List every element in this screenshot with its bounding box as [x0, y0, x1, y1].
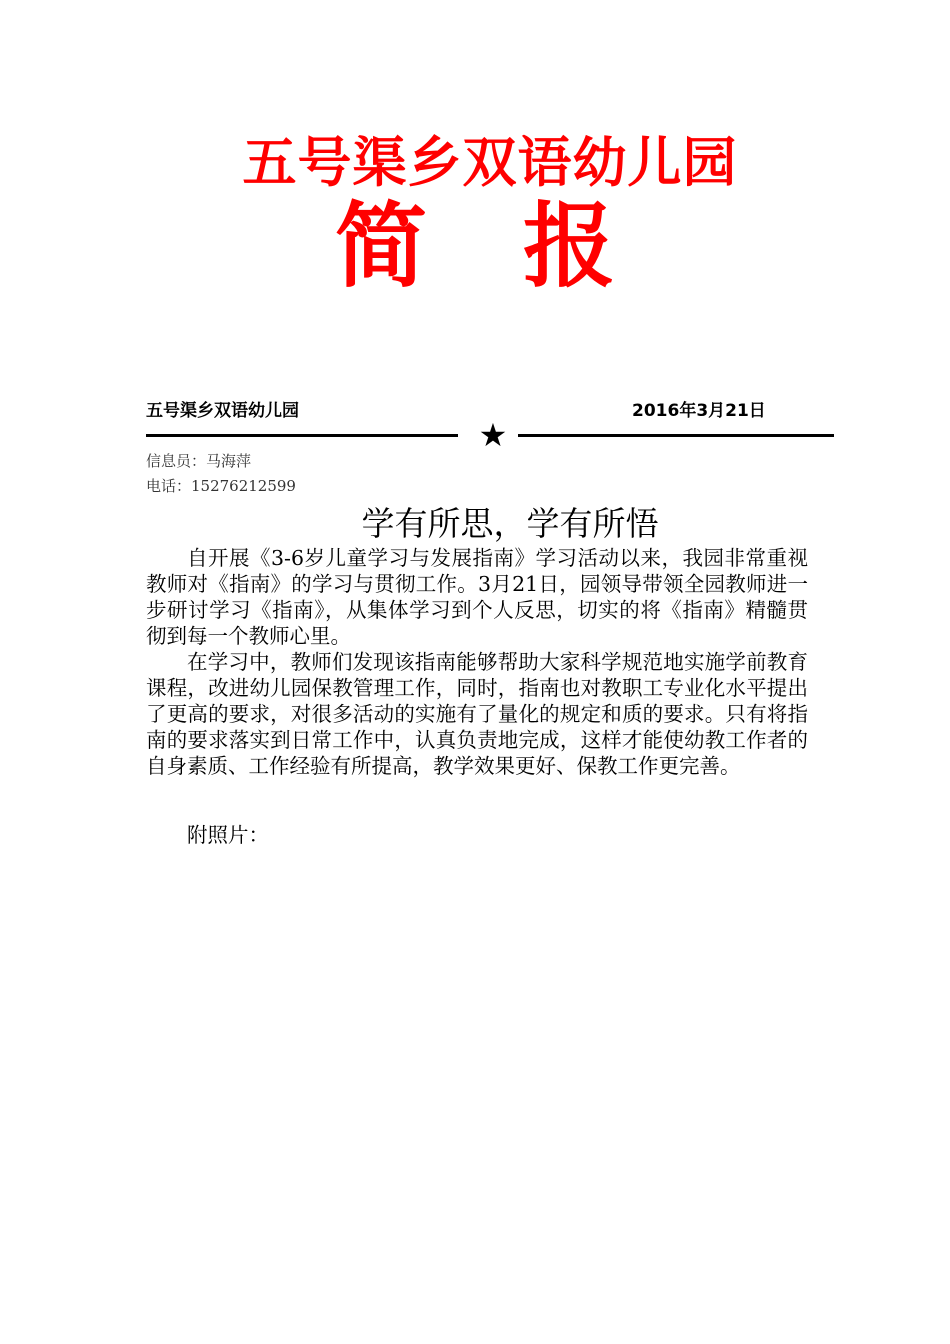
- reporter-info: 信息员：马海萍: [146, 452, 252, 470]
- divider-line-left: [146, 434, 458, 437]
- masthead-title-char-2: 报: [523, 193, 616, 300]
- masthead-title-char-1: 简: [334, 193, 427, 300]
- phone-info: 电话：15276212599: [146, 477, 296, 495]
- star-icon: ★: [478, 416, 508, 454]
- article-paragraph: 在学习中，教师们发现该指南能够帮助大家科学规范地实施学前教育课程，改进幼儿园保教管理工作，同时，指南也对教职工专业化水平提出了更高的要求，对很多活动的实施有了量化的规定和质的要求。只有将指南的要求落实到日常工作中，认真负责地完成，这样才能使幼教工作者的自身素质、工作经验有所提高，教学效果更好、保教工作更完善。: [146, 650, 808, 778]
- meta-organization: 五号渠乡双语幼儿园: [146, 401, 299, 421]
- article-paragraph: 自开展《3-6岁儿童学习与发展指南》学习活动以来，我园非常重视教师对《指南》的学习与贯彻工作。3月21日，园领导带领全园教师进一步研讨学习《指南》，从集体学习到个人反思，切实的将《指南》精髓贯彻到每一个教师心里。: [146, 546, 808, 648]
- article-body: [146, 545, 808, 779]
- divider-line-right: [518, 434, 834, 437]
- masthead-organization: 五号渠乡双语幼儿园: [242, 131, 738, 194]
- issue-date: 2016年3月21日: [632, 401, 766, 421]
- article-title: 学有所思，学有所悟: [361, 504, 659, 543]
- attachment-label: 附照片：: [187, 823, 269, 847]
- masthead-title: [0, 192, 950, 302]
